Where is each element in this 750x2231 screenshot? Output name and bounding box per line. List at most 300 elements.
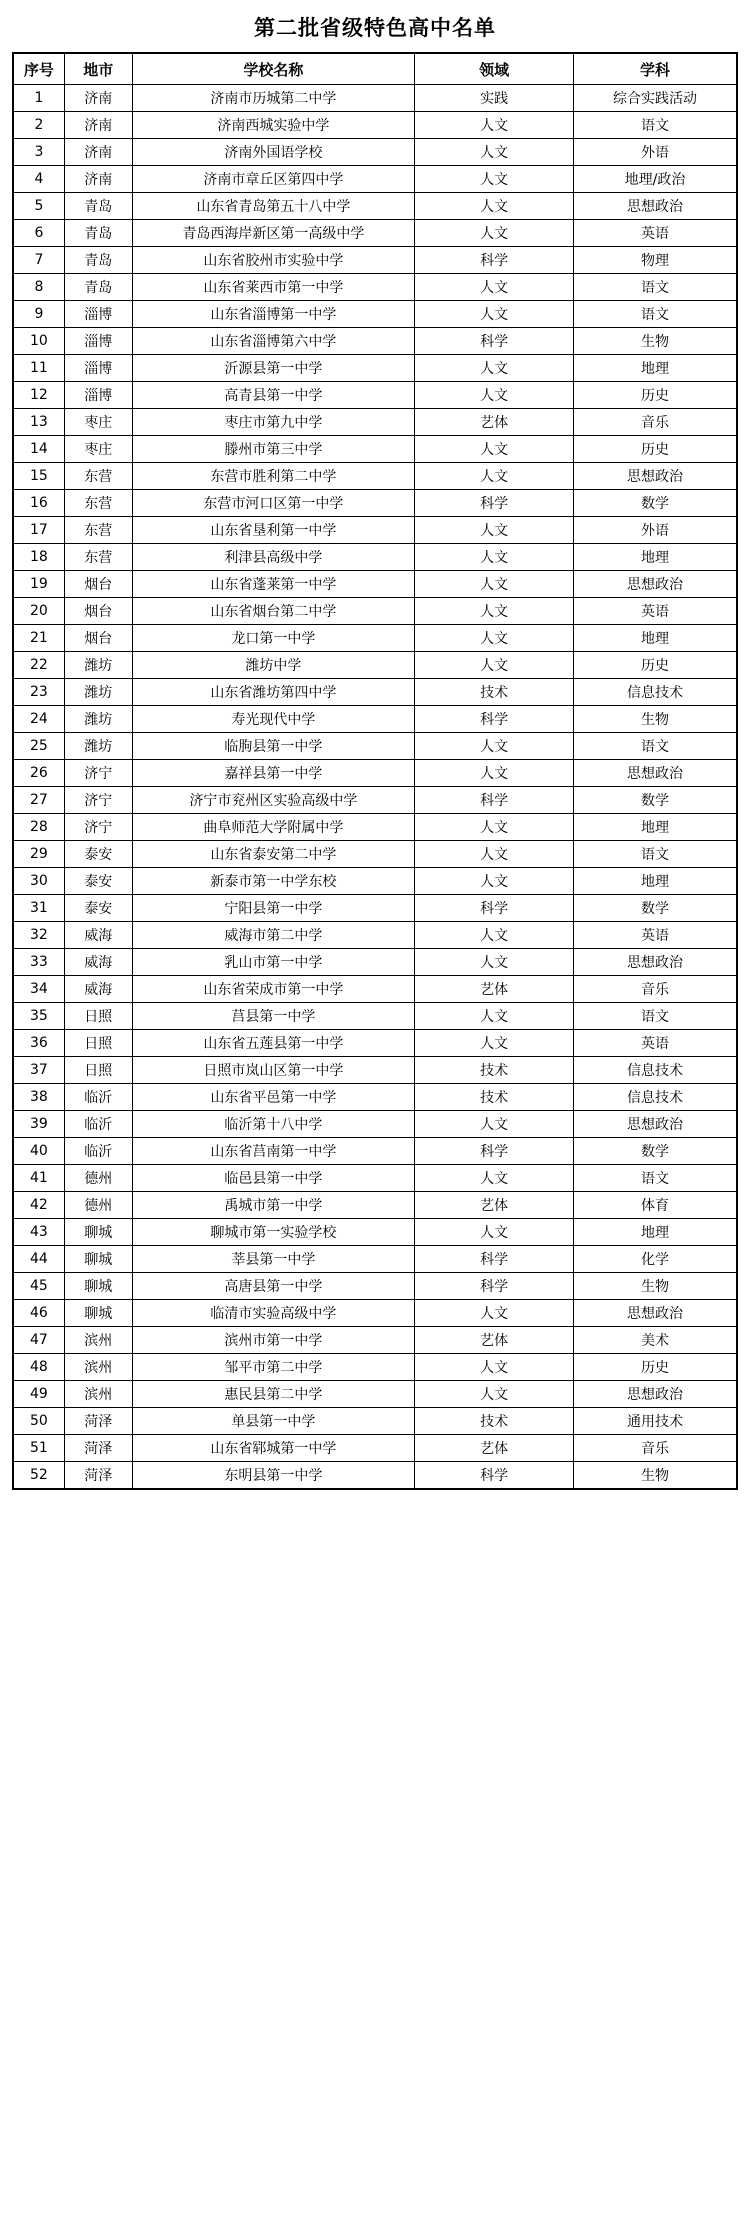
cell-school: 临沂第十八中学 (132, 1111, 415, 1138)
cell-school: 莒县第一中学 (132, 1003, 415, 1030)
table-row (13, 1381, 737, 1408)
cell-school: 青岛西海岸新区第一高级中学 (132, 220, 415, 247)
cell-city: 聊城 (64, 1273, 132, 1300)
cell-field: 人文 (415, 1165, 574, 1192)
cell-city: 临沂 (64, 1084, 132, 1111)
cell-school: 威海市第二中学 (132, 922, 415, 949)
cell-index: 45 (13, 1273, 64, 1300)
cell-index: 40 (13, 1138, 64, 1165)
cell-index: 35 (13, 1003, 64, 1030)
cell-city: 济南 (64, 166, 132, 193)
cell-city: 烟台 (64, 598, 132, 625)
cell-school: 新泰市第一中学东校 (132, 868, 415, 895)
table-row (13, 436, 737, 463)
table-row (13, 652, 737, 679)
cell-index: 50 (13, 1408, 64, 1435)
table-row (13, 1219, 737, 1246)
column-header-index: 序号 (13, 53, 64, 85)
cell-city: 济宁 (64, 814, 132, 841)
cell-field: 人文 (415, 922, 574, 949)
cell-field: 艺体 (415, 1435, 574, 1462)
cell-school: 日照市岚山区第一中学 (132, 1057, 415, 1084)
cell-school: 聊城市第一实验学校 (132, 1219, 415, 1246)
cell-city: 威海 (64, 949, 132, 976)
cell-index: 27 (13, 787, 64, 814)
cell-field: 技术 (415, 679, 574, 706)
cell-index: 16 (13, 490, 64, 517)
cell-index: 49 (13, 1381, 64, 1408)
cell-city: 菏泽 (64, 1435, 132, 1462)
cell-subject: 思想政治 (573, 1300, 737, 1327)
cell-subject: 历史 (573, 382, 737, 409)
cell-subject: 历史 (573, 436, 737, 463)
cell-field: 人文 (415, 868, 574, 895)
table-row (13, 1165, 737, 1192)
table-body (13, 85, 737, 1490)
cell-subject: 美术 (573, 1327, 737, 1354)
cell-school: 济宁市兖州区实验高级中学 (132, 787, 415, 814)
cell-city: 聊城 (64, 1300, 132, 1327)
cell-city: 青岛 (64, 274, 132, 301)
cell-subject: 思想政治 (573, 571, 737, 598)
table-row (13, 490, 737, 517)
cell-subject: 外语 (573, 517, 737, 544)
cell-school: 东营市河口区第一中学 (132, 490, 415, 517)
cell-school: 山东省平邑第一中学 (132, 1084, 415, 1111)
cell-school: 山东省淄博第六中学 (132, 328, 415, 355)
cell-index: 44 (13, 1246, 64, 1273)
cell-field: 人文 (415, 220, 574, 247)
cell-school: 嘉祥县第一中学 (132, 760, 415, 787)
table-row (13, 571, 737, 598)
cell-city: 菏泽 (64, 1408, 132, 1435)
cell-index: 47 (13, 1327, 64, 1354)
cell-school: 山东省莱西市第一中学 (132, 274, 415, 301)
cell-field: 人文 (415, 1030, 574, 1057)
cell-school: 禹城市第一中学 (132, 1192, 415, 1219)
cell-index: 13 (13, 409, 64, 436)
cell-subject: 信息技术 (573, 1084, 737, 1111)
table-row (13, 1246, 737, 1273)
cell-field: 人文 (415, 1381, 574, 1408)
cell-field: 人文 (415, 733, 574, 760)
cell-index: 14 (13, 436, 64, 463)
cell-field: 艺体 (415, 409, 574, 436)
cell-school: 曲阜师范大学附属中学 (132, 814, 415, 841)
table-row (13, 868, 737, 895)
cell-field: 人文 (415, 598, 574, 625)
cell-city: 济宁 (64, 760, 132, 787)
cell-school: 临朐县第一中学 (132, 733, 415, 760)
cell-city: 德州 (64, 1192, 132, 1219)
cell-city: 济南 (64, 85, 132, 112)
cell-subject: 数学 (573, 895, 737, 922)
cell-index: 1 (13, 85, 64, 112)
cell-field: 科学 (415, 490, 574, 517)
cell-subject: 地理 (573, 355, 737, 382)
cell-subject: 音乐 (573, 976, 737, 1003)
cell-school: 滕州市第三中学 (132, 436, 415, 463)
cell-subject: 思想政治 (573, 949, 737, 976)
table-row (13, 733, 737, 760)
cell-index: 52 (13, 1462, 64, 1490)
cell-field: 人文 (415, 517, 574, 544)
table-row (13, 976, 737, 1003)
table-row (13, 1030, 737, 1057)
cell-field: 人文 (415, 274, 574, 301)
cell-school: 枣庄市第九中学 (132, 409, 415, 436)
cell-city: 淄博 (64, 382, 132, 409)
table-header (13, 53, 737, 85)
cell-field: 人文 (415, 841, 574, 868)
cell-subject: 信息技术 (573, 1057, 737, 1084)
cell-city: 聊城 (64, 1219, 132, 1246)
cell-subject: 化学 (573, 1246, 737, 1273)
cell-index: 43 (13, 1219, 64, 1246)
cell-city: 青岛 (64, 220, 132, 247)
cell-city: 威海 (64, 922, 132, 949)
cell-field: 人文 (415, 652, 574, 679)
cell-city: 临沂 (64, 1111, 132, 1138)
table-row (13, 139, 737, 166)
cell-index: 2 (13, 112, 64, 139)
cell-school: 山东省青岛第五十八中学 (132, 193, 415, 220)
table-row (13, 112, 737, 139)
cell-index: 32 (13, 922, 64, 949)
cell-subject: 音乐 (573, 1435, 737, 1462)
cell-field: 实践 (415, 85, 574, 112)
cell-field: 科学 (415, 247, 574, 274)
cell-school: 潍坊中学 (132, 652, 415, 679)
cell-subject: 语文 (573, 274, 737, 301)
cell-field: 人文 (415, 1354, 574, 1381)
cell-field: 人文 (415, 760, 574, 787)
cell-school: 宁阳县第一中学 (132, 895, 415, 922)
table-row (13, 760, 737, 787)
table-row (13, 544, 737, 571)
cell-subject: 音乐 (573, 409, 737, 436)
cell-city: 菏泽 (64, 1462, 132, 1490)
cell-subject: 数学 (573, 787, 737, 814)
cell-city: 泰安 (64, 841, 132, 868)
table-row (13, 1111, 737, 1138)
cell-school: 龙口第一中学 (132, 625, 415, 652)
table-row (13, 787, 737, 814)
cell-city: 东营 (64, 517, 132, 544)
column-header-field: 领域 (415, 53, 574, 85)
cell-index: 46 (13, 1300, 64, 1327)
cell-school: 惠民县第二中学 (132, 1381, 415, 1408)
cell-index: 23 (13, 679, 64, 706)
cell-school: 临清市实验高级中学 (132, 1300, 415, 1327)
cell-field: 科学 (415, 1273, 574, 1300)
cell-index: 26 (13, 760, 64, 787)
cell-subject: 语文 (573, 1165, 737, 1192)
cell-subject: 语文 (573, 841, 737, 868)
cell-school: 莘县第一中学 (132, 1246, 415, 1273)
cell-school: 高唐县第一中学 (132, 1273, 415, 1300)
cell-index: 41 (13, 1165, 64, 1192)
cell-index: 39 (13, 1111, 64, 1138)
cell-field: 人文 (415, 355, 574, 382)
cell-school: 山东省莒南第一中学 (132, 1138, 415, 1165)
cell-school: 山东省淄博第一中学 (132, 301, 415, 328)
cell-field: 人文 (415, 571, 574, 598)
table-row (13, 949, 737, 976)
cell-index: 20 (13, 598, 64, 625)
cell-field: 技术 (415, 1084, 574, 1111)
table-row (13, 166, 737, 193)
cell-subject: 语文 (573, 1003, 737, 1030)
cell-city: 滨州 (64, 1354, 132, 1381)
cell-subject: 生物 (573, 1273, 737, 1300)
table-row (13, 220, 737, 247)
cell-city: 威海 (64, 976, 132, 1003)
cell-city: 枣庄 (64, 436, 132, 463)
cell-school: 滨州市第一中学 (132, 1327, 415, 1354)
cell-subject: 英语 (573, 1030, 737, 1057)
cell-subject: 语文 (573, 301, 737, 328)
table-row (13, 1057, 737, 1084)
table-row (13, 1138, 737, 1165)
cell-subject: 地理 (573, 868, 737, 895)
table-row (13, 409, 737, 436)
table-row (13, 625, 737, 652)
cell-field: 科学 (415, 1246, 574, 1273)
table-header-row (13, 53, 737, 85)
cell-field: 艺体 (415, 1192, 574, 1219)
table-row (13, 841, 737, 868)
cell-field: 人文 (415, 1111, 574, 1138)
cell-city: 淄博 (64, 328, 132, 355)
cell-field: 人文 (415, 1219, 574, 1246)
cell-city: 潍坊 (64, 706, 132, 733)
cell-index: 3 (13, 139, 64, 166)
cell-school: 山东省潍坊第四中学 (132, 679, 415, 706)
cell-city: 日照 (64, 1057, 132, 1084)
cell-city: 日照 (64, 1030, 132, 1057)
cell-city: 淄博 (64, 301, 132, 328)
cell-index: 19 (13, 571, 64, 598)
cell-index: 21 (13, 625, 64, 652)
cell-subject: 物理 (573, 247, 737, 274)
cell-subject: 思想政治 (573, 1381, 737, 1408)
cell-city: 潍坊 (64, 733, 132, 760)
cell-index: 5 (13, 193, 64, 220)
cell-subject: 历史 (573, 1354, 737, 1381)
cell-subject: 历史 (573, 652, 737, 679)
cell-index: 33 (13, 949, 64, 976)
cell-subject: 地理/政治 (573, 166, 737, 193)
table-row (13, 895, 737, 922)
cell-school: 山东省蓬莱第一中学 (132, 571, 415, 598)
table-row (13, 301, 737, 328)
cell-subject: 思想政治 (573, 193, 737, 220)
cell-subject: 生物 (573, 1462, 737, 1490)
cell-city: 济宁 (64, 787, 132, 814)
cell-index: 51 (13, 1435, 64, 1462)
cell-field: 艺体 (415, 1327, 574, 1354)
table-row (13, 679, 737, 706)
table-row (13, 1327, 737, 1354)
cell-field: 人文 (415, 139, 574, 166)
cell-index: 28 (13, 814, 64, 841)
cell-subject: 思想政治 (573, 463, 737, 490)
table-row (13, 85, 737, 112)
cell-subject: 语文 (573, 733, 737, 760)
cell-index: 25 (13, 733, 64, 760)
cell-subject: 英语 (573, 922, 737, 949)
cell-city: 潍坊 (64, 652, 132, 679)
cell-city: 青岛 (64, 247, 132, 274)
cell-subject: 语文 (573, 112, 737, 139)
table-row (13, 1192, 737, 1219)
column-header-school: 学校名称 (132, 53, 415, 85)
cell-city: 东营 (64, 490, 132, 517)
column-header-subject: 学科 (573, 53, 737, 85)
cell-school: 山东省荣成市第一中学 (132, 976, 415, 1003)
table-row (13, 1435, 737, 1462)
table-row (13, 463, 737, 490)
cell-subject: 英语 (573, 598, 737, 625)
cell-city: 济南 (64, 139, 132, 166)
cell-index: 9 (13, 301, 64, 328)
cell-school: 山东省郓城第一中学 (132, 1435, 415, 1462)
cell-city: 德州 (64, 1165, 132, 1192)
cell-school: 济南西城实验中学 (132, 112, 415, 139)
cell-index: 18 (13, 544, 64, 571)
column-header-city: 地市 (64, 53, 132, 85)
cell-city: 东营 (64, 463, 132, 490)
table-row (13, 1300, 737, 1327)
table-row (13, 328, 737, 355)
cell-city: 滨州 (64, 1327, 132, 1354)
table-row (13, 247, 737, 274)
table-row (13, 1273, 737, 1300)
table-row (13, 1462, 737, 1490)
cell-index: 24 (13, 706, 64, 733)
cell-subject: 信息技术 (573, 679, 737, 706)
cell-subject: 地理 (573, 625, 737, 652)
cell-field: 人文 (415, 436, 574, 463)
cell-subject: 英语 (573, 220, 737, 247)
table-row (13, 598, 737, 625)
special-high-school-list-table (12, 52, 738, 1490)
cell-field: 人文 (415, 301, 574, 328)
cell-index: 42 (13, 1192, 64, 1219)
cell-index: 30 (13, 868, 64, 895)
cell-index: 4 (13, 166, 64, 193)
cell-city: 滨州 (64, 1381, 132, 1408)
cell-index: 7 (13, 247, 64, 274)
table-row (13, 1354, 737, 1381)
cell-subject: 通用技术 (573, 1408, 737, 1435)
cell-school: 山东省垦利第一中学 (132, 517, 415, 544)
cell-school: 单县第一中学 (132, 1408, 415, 1435)
cell-school: 寿光现代中学 (132, 706, 415, 733)
cell-field: 人文 (415, 625, 574, 652)
cell-city: 临沂 (64, 1138, 132, 1165)
cell-index: 12 (13, 382, 64, 409)
table-row (13, 1084, 737, 1111)
cell-subject: 地理 (573, 1219, 737, 1246)
table-row (13, 1408, 737, 1435)
cell-school: 乳山市第一中学 (132, 949, 415, 976)
cell-subject: 地理 (573, 544, 737, 571)
cell-subject: 体育 (573, 1192, 737, 1219)
cell-field: 人文 (415, 1300, 574, 1327)
cell-subject: 地理 (573, 814, 737, 841)
cell-field: 科学 (415, 895, 574, 922)
cell-subject: 生物 (573, 328, 737, 355)
cell-field: 人文 (415, 544, 574, 571)
cell-field: 科学 (415, 1138, 574, 1165)
cell-field: 技术 (415, 1057, 574, 1084)
cell-field: 艺体 (415, 976, 574, 1003)
cell-subject: 数学 (573, 1138, 737, 1165)
table-row (13, 706, 737, 733)
cell-school: 济南外国语学校 (132, 139, 415, 166)
table-row (13, 274, 737, 301)
cell-index: 36 (13, 1030, 64, 1057)
cell-city: 泰安 (64, 895, 132, 922)
cell-index: 38 (13, 1084, 64, 1111)
cell-field: 人文 (415, 814, 574, 841)
cell-subject: 思想政治 (573, 760, 737, 787)
cell-index: 10 (13, 328, 64, 355)
cell-school: 东明县第一中学 (132, 1462, 415, 1490)
cell-school: 济南市历城第二中学 (132, 85, 415, 112)
cell-city: 泰安 (64, 868, 132, 895)
table-row (13, 814, 737, 841)
cell-school: 济南市章丘区第四中学 (132, 166, 415, 193)
cell-field: 人文 (415, 166, 574, 193)
cell-field: 人文 (415, 463, 574, 490)
cell-field: 人文 (415, 1003, 574, 1030)
cell-index: 29 (13, 841, 64, 868)
cell-school: 高青县第一中学 (132, 382, 415, 409)
cell-field: 人文 (415, 193, 574, 220)
table-row (13, 382, 737, 409)
cell-city: 东营 (64, 544, 132, 571)
cell-city: 日照 (64, 1003, 132, 1030)
cell-school: 利津县高级中学 (132, 544, 415, 571)
cell-index: 17 (13, 517, 64, 544)
cell-field: 科学 (415, 787, 574, 814)
cell-city: 济南 (64, 112, 132, 139)
cell-city: 潍坊 (64, 679, 132, 706)
cell-field: 人文 (415, 949, 574, 976)
table-row (13, 1003, 737, 1030)
table-row (13, 193, 737, 220)
cell-city: 聊城 (64, 1246, 132, 1273)
cell-index: 8 (13, 274, 64, 301)
cell-school: 临邑县第一中学 (132, 1165, 415, 1192)
cell-city: 烟台 (64, 625, 132, 652)
cell-field: 技术 (415, 1408, 574, 1435)
cell-subject: 思想政治 (573, 1111, 737, 1138)
cell-school: 东营市胜利第二中学 (132, 463, 415, 490)
cell-index: 34 (13, 976, 64, 1003)
cell-school: 山东省胶州市实验中学 (132, 247, 415, 274)
cell-index: 31 (13, 895, 64, 922)
cell-index: 11 (13, 355, 64, 382)
cell-school: 山东省烟台第二中学 (132, 598, 415, 625)
table-row (13, 355, 737, 382)
cell-index: 48 (13, 1354, 64, 1381)
cell-school: 沂源县第一中学 (132, 355, 415, 382)
cell-field: 人文 (415, 382, 574, 409)
